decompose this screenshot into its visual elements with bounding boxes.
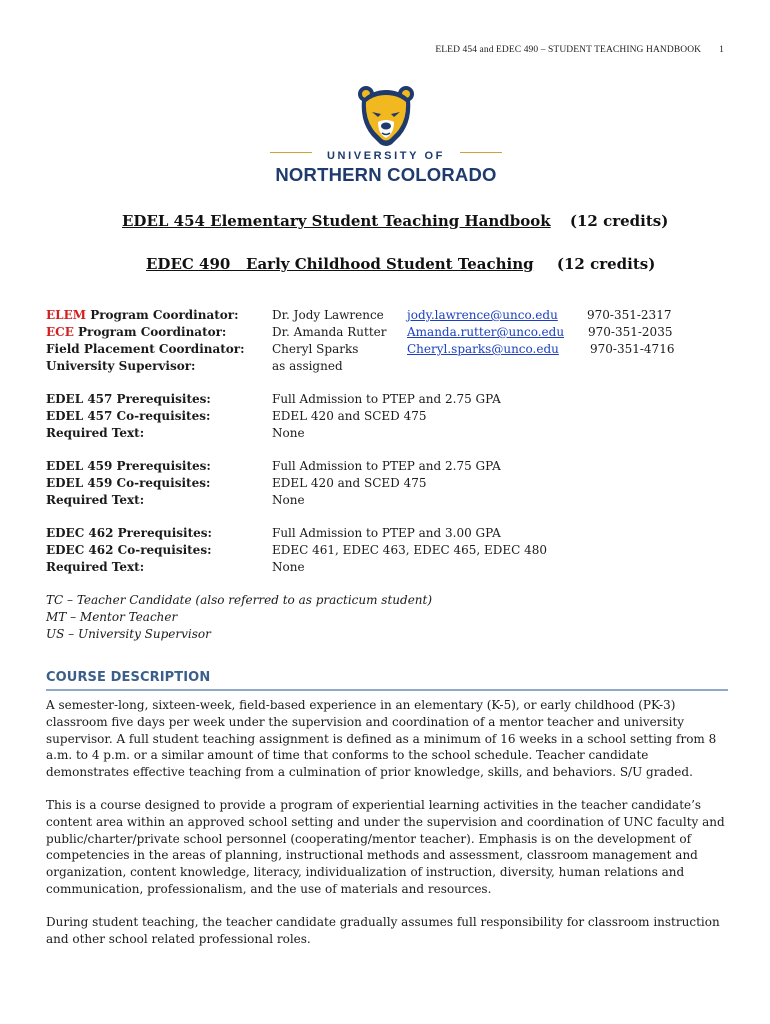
req-label: EDEL 459 Prerequisites: (46, 459, 211, 473)
req-value: Full Admission to PTEP and 3.00 GPA (272, 526, 501, 540)
description-paragraph: This is a course designed to provide a program of experiential learning activities in the teacher candidate’s content area within an approved school setting and under the supervision and coordination of UNC faculty and public/charter/private school personnel (cooperating/mentor teacher). Emphasis is on the development of competencies in the areas of planning, instructional methods and assessment, classroom management and organization, content knowledge, literacy, individualization of instruction, diversity, human relations and communication, professionalism, and the use of materials and resources. (46, 798, 725, 896)
contact-email-link[interactable]: jody.lawrence@unco.edu (407, 308, 558, 322)
req-label: Required Text: (46, 493, 145, 507)
req-value: Full Admission to PTEP and 2.75 GPA (272, 392, 501, 406)
req-label: Required Text: (46, 560, 145, 574)
running-title: ELED 454 and EDEC 490 – STUDENT TEACHING HANDBOOK (435, 45, 702, 55)
description-paragraph: A semester-long, sixteen-week, field-based experience in an elementary (K-5), or early childhood (PK-3) classroom five days per week under the supervision and coordination of a mentor teacher and university supervisor. A full student teaching assignment is defined as a minimum of 16 weeks in a school setting from 8 a.m. to 4 p.m. or a similar amount of time that conforms to the school schedule. Teacher candidate demonstrates effective teaching from a culmination of prior knowledge, skills, and behaviors. S/U graded. (46, 698, 717, 780)
logo-northern-colorado: NORTHERN COLORADO (275, 164, 497, 185)
contact-email-link[interactable]: Cheryl.sparks@unco.edu (407, 342, 559, 356)
title-edel454-credits: (12 credits) (569, 212, 669, 230)
contact-label: University Supervisor: (46, 359, 196, 373)
contact-label: Field Placement Coordinator: (46, 342, 245, 356)
logo-university-of: UNIVERSITY OF (327, 150, 445, 162)
req-value: EDEC 461, EDEC 463, EDEC 465, EDEC 480 (272, 543, 548, 557)
title-edec490 (146, 255, 655, 273)
title-edec490-course: EDEC 490 Early Childhood Student Teaching (146, 255, 534, 273)
contact-phone: 970-351-4716 (590, 342, 675, 356)
contact-label: ELEM Program Coordinator: (46, 308, 239, 322)
req-label: EDEC 462 Co-requisites: (46, 543, 212, 557)
page-number: 1 (719, 45, 724, 55)
contact-email-link[interactable]: Amanda.rutter@unco.edu (407, 325, 565, 339)
title-edel454-course: EDEL 454 Elementary Student Teaching Handbook (122, 212, 551, 230)
req-value: EDEL 420 and SCED 475 (272, 409, 427, 423)
bear-icon (356, 84, 416, 148)
contact-name: Cheryl Sparks (272, 342, 359, 356)
contact-name: Dr. Amanda Rutter (272, 325, 387, 339)
contact-name: as assigned (272, 359, 343, 373)
title-edel454 (122, 212, 668, 230)
contact-name: Dr. Jody Lawrence (272, 308, 384, 322)
req-label: Required Text: (46, 426, 145, 440)
req-value: None (272, 560, 305, 574)
req-value: None (272, 426, 305, 440)
contact-label: ECE Program Coordinator: (46, 325, 227, 339)
running-header (435, 45, 724, 55)
description-paragraph: During student teaching, the teacher candidate gradually assumes full responsibility for classroom instruction and other school related professional roles. (46, 915, 720, 946)
unc-logo (262, 84, 510, 184)
contact-phone: 970-351-2317 (587, 308, 672, 322)
req-label: EDEL 457 Co-requisites: (46, 409, 211, 423)
contact-phone: 970-351-2035 (588, 325, 673, 339)
abbreviation-item: MT – Mentor Teacher (46, 610, 178, 624)
req-value: EDEL 420 and SCED 475 (272, 476, 427, 490)
abbreviation-item: US – University Supervisor (46, 627, 211, 641)
req-value: None (272, 493, 305, 507)
title-edec490-credits: (12 credits) (556, 255, 656, 273)
section-heading: COURSE DESCRIPTION (46, 670, 211, 685)
abbreviation-item: TC – Teacher Candidate (also referred to as practicum student) (46, 593, 433, 607)
req-label: EDEC 462 Prerequisites: (46, 526, 212, 540)
req-label: EDEL 459 Co-requisites: (46, 476, 211, 490)
req-value: Full Admission to PTEP and 2.75 GPA (272, 459, 501, 473)
req-label: EDEL 457 Prerequisites: (46, 392, 211, 406)
section-divider (46, 689, 728, 691)
